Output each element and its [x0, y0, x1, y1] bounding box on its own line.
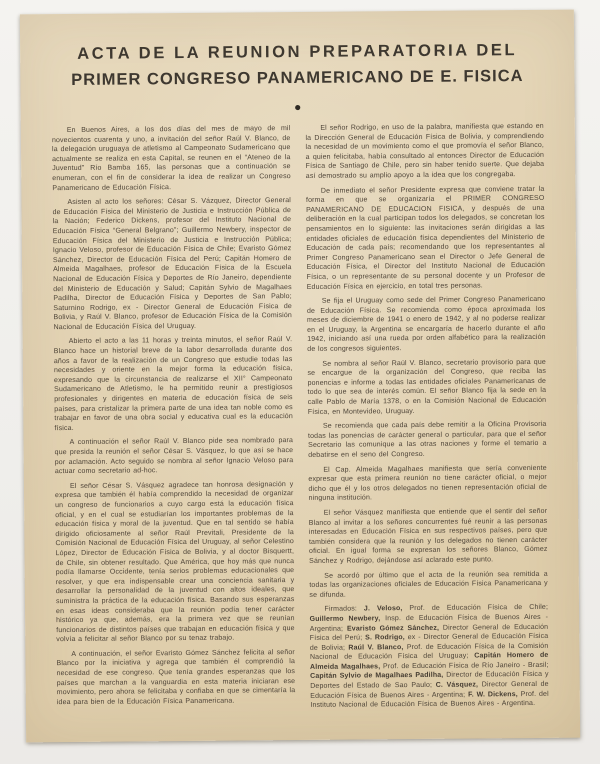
right-paragraph-3: Se fija el Uruguay como sede del Primer Congreso Panamericano de Educación Física. Se recomienda como época aproximada los meses de diciembre de 1941 o enero de 1942, y al no poderse realizar en el Uruguay, la Argentina se encargaría de hacerlo durante el año 1942, iniciando así una rueda por orden alfabético para la realización de los congresos siguientes.: [306, 295, 546, 353]
left-paragraph-5: El señor César S. Vásquez agradece tan honrosa designación y expresa que también él había comprendido la necesidad de organizar un congreso de funcionarios a cuyo cargo está la educación física oficial, y en el cual se estudiarían los importantes problemas de la educación física y moral de la juventud. Que en tal sentido se había dirigido oficiosamente al señor Raúl Previtali, Presidente de la Comisión Nacional de Educación Física del Uruguay, al señor Celestino López, Director de Educación Física de Bolivia, y al doctor Bisquertt, de Chile, sin obtener resultado. Que América, que hoy más que nunca podía llamarse Occidente, tenía serios problemas educacionales que resolver, y que era indispensable crear una conciencia sanitaria y desarrollar la personalidad de la juventud con altos ideales, que suministra la práctica de la educación física. Basando sus esperanzas en esas ideas consideraba que la reunión podía tener carácter histórico ya que, además, era la primera vez que se reunían funcionarios de distintos países que trabajan en educación física y que volvía a felicitar al señor Blanco por su tenaz trabajo.: [55, 480, 295, 644]
left-paragraph-3: Abierto el acto a las 11 horas y treinta minutos, el señor Raúl V. Blanco hace un historial breve de la labor desarrollada durante dos años a favor de la realización de un Congreso que estudie todas las necesidades y oriente en la mejor forma la educación física, expresando que la circunstancia de realizarse el XII° Campeonato Sudamericano de Atletismo, le ha permitido reunir a prestigiosos profesionales y dirigentes en materia de educación física de seis países, para cristalizar la primera parte de una idea tan noble como es trabajar en favor de una obra social y educativa cual es la educación física.: [53, 336, 293, 432]
signer-name: J. Veloso,: [363, 605, 403, 613]
left-paragraph-1: En Buenos Aires, a los dos días del mes de mayo de mil novecientos cuarenta y uno, a invitación del señor Raúl V. Blanco, de la delegación uruguaya de atletismo al Campeonato Sudamericano que actualmente se realiza en esta Capital, se reunen en el “Ateneo de la Juventud” Río Bamba 165, las personas que a continuación se enumeran, con el fin de considerar la idea de realizar un Congreso Panamericano de Educación Física.: [51, 125, 291, 192]
left-paragraph-2: Asisten al acto los señores: César S. Vázquez, Director General de Educación Física del Ministerio de Justicia e Instrucción Pública de la Nación; Federico Dickens, profesor del Instituto Nacional de Educación Física “General Belgrano”; Guillermo Newbery, inspector de Educación Física del Ministerio de Justicia e Instrucción Pública; Ignacio Veloso, profesor de Educación Física de Chile; Evaristo Gómez Sánchez, Director de Educación Física del Perú; Capitán Homero de Almeida Magalhaes, profesor de Educación Física de la Escuela Nacional de Educación Física y Deportes de Río Janeiro, dependiente del Ministerio de Educación y Salud; Capitán Sylvio de Magalhaes Padilha, Director de Educación Física y Deportes de San Pablo; Saturnino Rodrigo, ex - Director General de Educación Física de Bolivia, y Raúl V. Blanco, profesor de Educación Física de la Comisión Nacional de Educación Física del Uruguay.: [52, 197, 293, 332]
two-column-body: [52, 122, 549, 718]
document-title-line1: ACTA DE LA REUNION PREPARATORIA DEL: [77, 41, 518, 63]
signer-name: Capitán Sylvio de Magalhaes Padilha,: [310, 672, 444, 681]
signer-name: C. Vásquez,: [435, 681, 479, 689]
signer-role: Prof. de Educación Física de Río Janeiro - Brasil;: [380, 661, 549, 671]
signer-role: ex - Director General de Educación Física de Bolivia;: [309, 632, 549, 652]
right-paragraph-7: El señor Vásquez manifiesta que entiende que el sentir del señor Blanco al invitar a los señores concurrentes fué reunir a las personas interesadas en Educación Física en sus respectivos países, pero que también considera que la reunión y los delegados no tienen carácter oficial. En igual forma se expresan los señores Blanco, Gómez Sánchez y Rodrigo, dejándose así aclarado este punto.: [308, 507, 548, 565]
right-paragraph-1: El señor Rodrigo, en uso de la palabra, manifiesta que estando en la Dirección General de Educación Física de Bolivia, y comprendiendo la necesidad de un movimiento como el que promovía el señor Blanco, a quien felicitaba, había consultado al entonces Director de Educación Física de Santiago de Chile, pero sin haber tenido suerte. Que dejaba así demostrado su amplio apoyo a la idea que los congregaba.: [305, 122, 545, 180]
signer-role: Prof. del Instituto Nacional de Educación Física de Buenos Aires - Argentina.: [310, 690, 549, 710]
right-paragraph-4: Se nombra al señor Raúl V. Blanco, secretario provisorio para que se encargue de la organización del Congreso, que reciba las ponencias e informe a todas las entidades oficiales Panamericanas de todo lo que sea de interés común. El señor Blanco fija la sede en la calle Pablo de María 1378, o en la Comisión Nacional de Educación Física, en Montevideo, Uruguay.: [307, 358, 547, 416]
right-paragraph-2: De inmediato el señor Presidente expresa que conviene tratar la forma en que se organizaría el PRIMER CONGRESO PANAMERICANO DE EDUCACION FISICA, y después de una deliberación en la cual participan todos los delegados, se concretan los pensamientos en lo siguiente: las invitaciones serán dirigidas a las entidades oficiales de educación física dependientes del Ministerio de Educación de cada país; recomendando que los representantes al Primer Congreso Panamericano sean el Director o Jefe General de Educación Física, el Director del Instituto Nacional de Educación Física, o un representante de su personal docente y un Profesor de Educación Física en ejercicio, en total tres personas.: [305, 185, 546, 291]
signer-role: Director de Educación Física y Deportes del Estado de Sao Paulo;: [310, 671, 549, 690]
left-paragraph-6: A continuación, el señor Evaristo Gómez Sánchez felicita al señor Blanco por la iniciativa y agrega que también él comprendió la necesidad de ese congreso. Que tenía grandes esperanzas que los países que marchan a la vanguardia en esta materia iniciaran ese movimiento, pero ahora se felicitaba y confiaba en que se cimentaría la idea para bien de la Educación Física Panamericana.: [56, 648, 296, 706]
right-paragraph-8: Se acordó por último que el acta de la reunión sea remitida a todas las organizaciones oficiales de Educación Física Panamericana y se difunda.: [309, 570, 548, 599]
document-title-line2: PRIMER CONGRESO PANAMERICANO DE E. FISICA: [71, 67, 524, 89]
signer-role: Director General de Educación Física del Perú;: [309, 623, 549, 643]
signer-name: Guillermo Newbery,: [309, 615, 381, 623]
signer-role: Prof. de Educación Física de la Comisión Nacional de Educación Física del Uruguay;: [309, 642, 549, 662]
divider-bullet-icon: ●: [293, 99, 302, 115]
signer-name: F. W. Dickens,: [468, 690, 518, 699]
signer-name: Raúl V. Blanco,: [348, 643, 404, 652]
left-column: [52, 124, 296, 718]
signer-name: Evaristo Gómez Sánchez,: [346, 624, 440, 633]
signer-role: Insp. de Educación Física de Buenos Aires - Argentina;: [309, 613, 549, 633]
signer-name: S. Rodrigo,: [365, 634, 405, 642]
signer-role: Prof. de Educación Física de Chile;: [402, 604, 549, 613]
right-paragraph-5: Se recomienda que cada país debe remitir a la Oficina Provisoria todas las ponencias de carácter general o particular, para que el señor Secretario las comunique a las otras naciones y forme el temario a debatirse en el seno del Congreso.: [307, 421, 547, 459]
document-paper: [20, 10, 580, 743]
document-title: [51, 37, 543, 93]
right-paragraph-6: El Cap. Almeida Magalhaes manifiesta que sería conveniente expresar que esta primera reunión no tiene carácter oficial, o mejor dicho que él y los otros delegados no tienen representación oficial de ninguna institución.: [308, 464, 548, 503]
signer-role: Director General de Educación Física de Buenos Aires - Argentina;: [310, 680, 549, 700]
signer-name: Capitán Homero de Almeida Magalhaes,: [310, 652, 549, 671]
signatures-paragraph: [310, 603, 549, 711]
signer-role: Firmados:: [324, 605, 364, 614]
left-paragraph-4: A continuación el señor Raúl V. Blanco pide sea nombrado para que presida la reunión el señor César S. Vásquez, lo que así se hace por aclamación. Acto seguido se nombra al señor Ignacio Veloso para actuar como secretario ad-hoc.: [54, 437, 294, 476]
right-column: [305, 122, 549, 716]
